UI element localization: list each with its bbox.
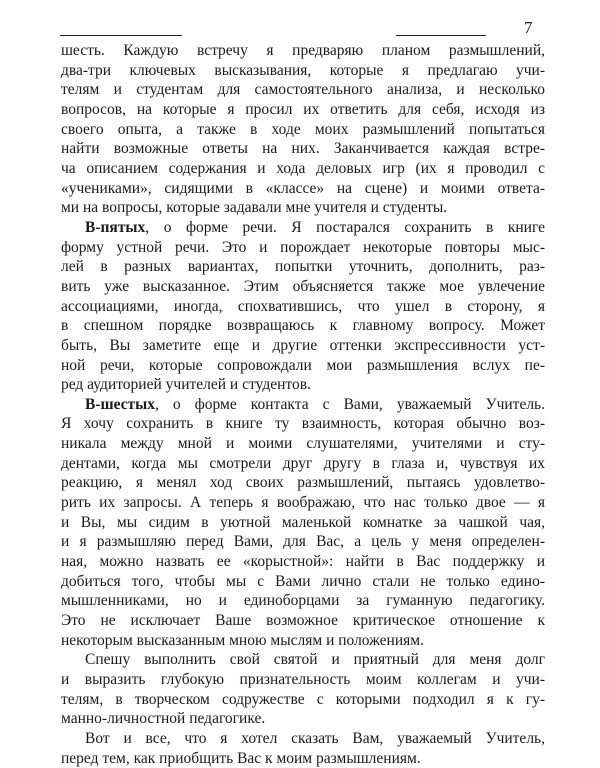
text-line: телям, в творческом содружестве с которыми подходил я к гу- — [61, 690, 545, 708]
header-rule-right — [396, 35, 486, 36]
text-line: ми на вопросы, которые задавали мне учителя и студенты. — [61, 199, 448, 217]
page-number: 7 — [524, 18, 533, 37]
text-line: Я хочу сохранить в книге ту взаимность, которая обычно воз- — [61, 415, 545, 433]
text-line: телям и студентам для самостоятельного анализа, и несколько — [61, 81, 545, 99]
paragraph-3 — [61, 395, 545, 651]
text-line: «учениками», сидящими в «классе» на сцене) и моими ответа- — [61, 179, 545, 197]
paragraph-5 — [61, 729, 545, 768]
text-line: ча описанием содержания и хода деловых игр (их я проводил с — [61, 159, 545, 177]
paragraph-lead: В-пятых — [85, 218, 146, 236]
text-line: манно-личностной педагогике. — [61, 710, 266, 728]
text-line: найти возможные ответы на них. Заканчивается каждая встре- — [61, 140, 545, 158]
text-line: Вот и все, что я хотел сказать Вам, уважаемый Учитель, — [85, 729, 545, 747]
text-run: , о форме речи. Я постарался сохранить в книге — [145, 218, 545, 236]
text-line: быть, Вы заметите еще и другие оттенки экспрессивности уст- — [61, 336, 545, 354]
text-run: , о форме контакта с Вами, уважаемый Учитель. — [155, 395, 545, 413]
text-line: вить уже высказанное. Этим объясняется также мое увлечение — [61, 277, 545, 295]
text-line: перед тем, как приобщить Вас к моим размышлениям. — [61, 749, 421, 767]
text-line: своего опыта, а также в ходе моих размышлений попытаться — [61, 120, 545, 138]
text-line: и я размышляю перед Вами, для Вас, а цель у меня определен- — [61, 533, 545, 551]
text-line: ной речи, которые сопровождали мои размышления вслух пе- — [61, 356, 545, 374]
paragraph-2 — [61, 218, 545, 395]
text-line: добиться того, чтобы мы с Вами лично стали не только едино- — [61, 572, 545, 590]
text-line: шесть. Каждую встречу я предваряю планом размышлений, — [61, 42, 545, 59]
paragraph-lead: В-шестых — [85, 395, 155, 413]
text-line: реакцию, я менял ход своих размышлений, пытаясь удовлетво- — [61, 474, 545, 492]
text-line: ассоциациями, иногда, спохватившись, что ушел в сторону, я — [61, 297, 545, 315]
text-line: рить их запросы. А теперь я воображаю, что нас только двое — я — [61, 494, 545, 512]
text-line: два-три ключевых высказывания, которые я предлагаю учи- — [61, 61, 545, 79]
text-line: в спешном порядке возвращаюсь к главному вопросу. Может — [61, 317, 545, 335]
body-text — [61, 41, 545, 768]
text-line: и выразить глубокую признательность моим коллегам и учи- — [61, 671, 545, 688]
text-line: и Вы, мы сидим в уютной маленькой комнатке за чашкой чая, — [61, 513, 545, 531]
paragraph-4 — [61, 650, 545, 729]
paragraph-1 — [61, 41, 545, 218]
text-line — [61, 218, 545, 238]
text-line — [61, 395, 545, 415]
text-line: никала между мной и моими слушателями, учителями и сту- — [61, 435, 545, 453]
text-line: мышленниками, но и единоборцами за гуманную педагогику. — [61, 592, 545, 610]
header-rule-left — [60, 35, 182, 36]
text-line: форму устной речи. Это и порождает некоторые повторы мыс- — [61, 238, 545, 256]
text-line: ная, можно назвать ее «корыстной»: найти в Вас поддержку и — [61, 553, 545, 571]
text-line: Спешу выполнить свой святой и приятный для меня долг — [85, 651, 545, 669]
text-line: Это не исключает Ваше возможное критическое отношение к — [61, 612, 545, 630]
text-line: некоторым высказанным мною мыслям и положениям. — [61, 631, 424, 649]
text-line: лей в разных вариантах, попытки уточнить, дополнить, раз- — [61, 258, 545, 276]
text-line: дентами, когда мы смотрели друг другу в глаза и, чувствуя их — [61, 454, 545, 472]
text-line: вопросов, на которые я просил их ответить для себя, исходя из — [61, 100, 545, 118]
text-line: ред аудиторией учителей и студентов. — [61, 376, 311, 394]
